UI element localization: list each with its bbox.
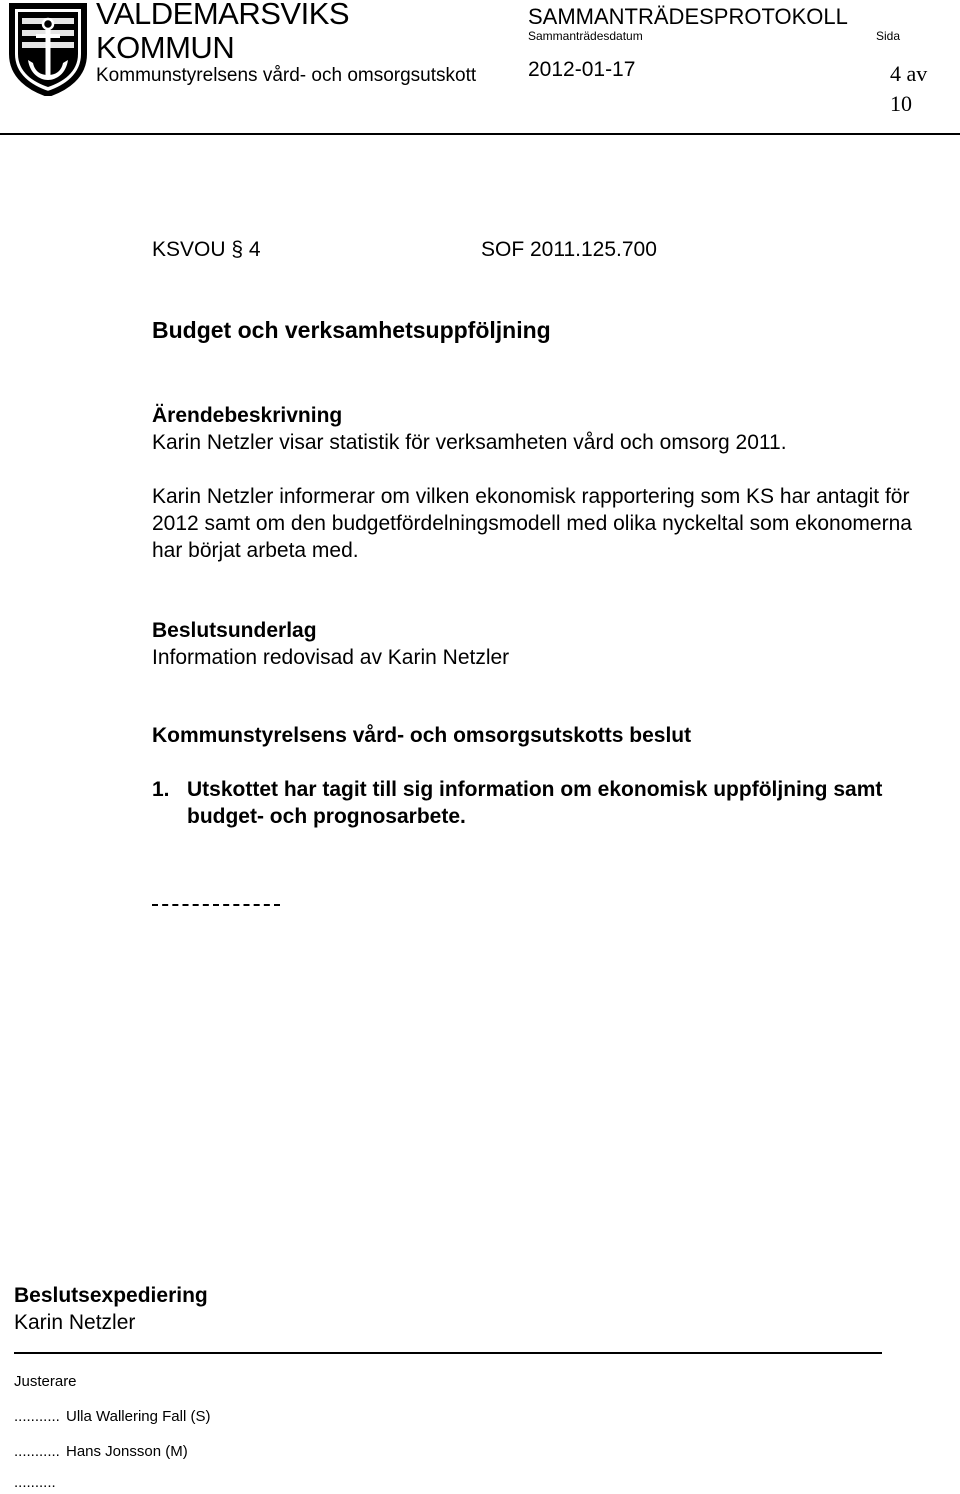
signature-line: .......... — [14, 1474, 56, 1491]
meeting-date: 2012-01-17 — [528, 58, 636, 81]
header-divider — [0, 133, 960, 135]
decision-item-text: Utskottet har tagit till sig information om ekonomisk uppföljning samt budget- och prognosarbete. — [187, 778, 883, 828]
decision-item-number: 1. — [152, 778, 170, 801]
protocol-title: SAMMANTRÄDESPROTOKOLL — [528, 4, 848, 29]
paragraph-reference: KSVOU § 4 — [152, 238, 261, 261]
anchor-crest-icon — [8, 2, 88, 96]
file-reference: SOF 2011.125.700 — [481, 238, 657, 261]
dispatch-heading: Beslutsexpediering — [14, 1284, 208, 1307]
org-name-line2: KOMMUN — [96, 30, 235, 65]
description-paragraph: Karin Netzler informerar om vilken ekonomisk rapportering som KS har antagit för 2012 samt om den budgetfördelningsmodell med olika nyckeltal som ekonomerna har börjat arbeta med. — [152, 485, 912, 562]
footer-divider — [14, 1352, 882, 1354]
section-end-dashes — [152, 904, 280, 906]
committee-name: Kommunstyrelsens vård- och omsorgsutskott — [96, 65, 477, 86]
signatory-name: Ulla Wallering Fall (S) — [66, 1408, 211, 1425]
description-heading: Ärendebeskrivning — [152, 404, 343, 427]
case-title: Budget och verksamhetsuppföljning — [152, 317, 551, 343]
signature-line: ........... — [14, 1443, 60, 1460]
basis-text: Information redovisad av Karin Netzler — [152, 646, 510, 669]
description-text: Karin Netzler visar statistik för verksamheten vård och omsorg 2011. — [152, 431, 787, 454]
page-label: Sida — [876, 29, 901, 43]
adjusters-label: Justerare — [14, 1373, 77, 1390]
signatory-name: Hans Jonsson (M) — [66, 1443, 188, 1460]
page-number: 4 av 10 — [890, 61, 928, 116]
basis-heading: Beslutsunderlag — [152, 619, 317, 642]
org-name-line1: VALDEMARSVIKS — [96, 0, 350, 31]
decision-heading: Kommunstyrelsens vård- och omsorgsutskotts beslut — [152, 724, 692, 747]
meeting-date-label: Sammanträdesdatum — [528, 29, 643, 43]
signature-line: ........... — [14, 1408, 60, 1425]
dispatch-recipient: Karin Netzler — [14, 1311, 136, 1334]
